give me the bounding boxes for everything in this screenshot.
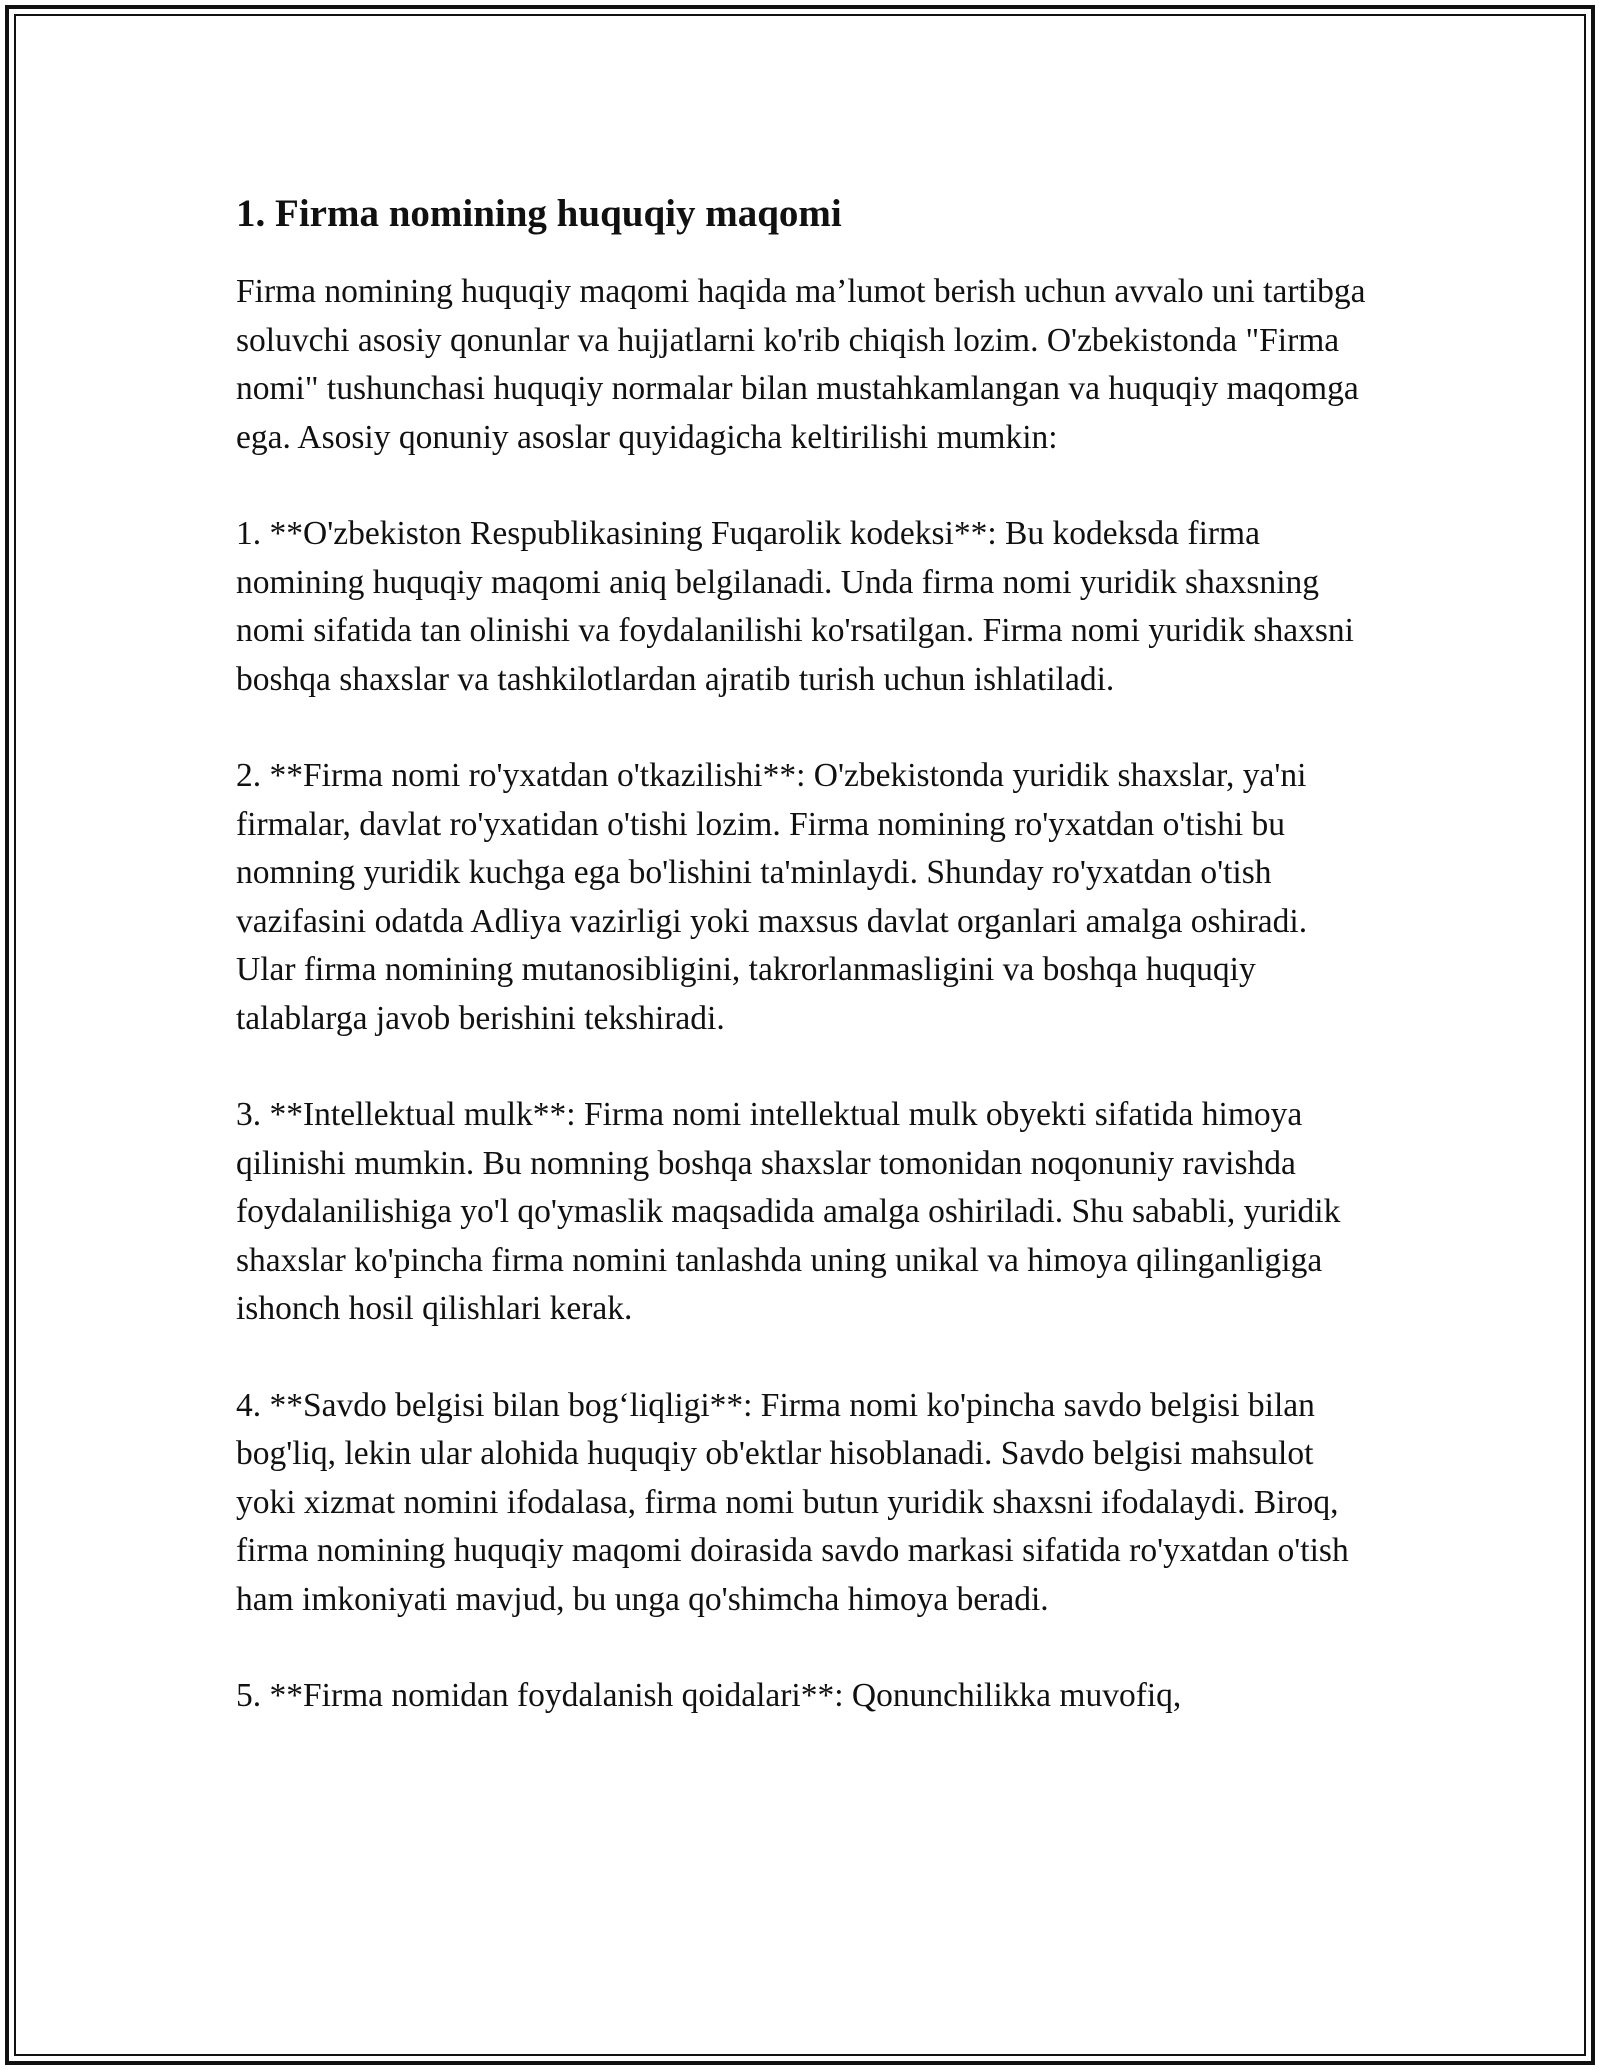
intro-paragraph: Firma nomining huquqiy maqomi haqida ma’lumot berish uchun avvalo uni tartibga soluvchi asosiy qonunlar va hujjatlarni ko'rib chiqish lozim. O'zbekistonda "Firma nomi" tushunchasi huquqiy normalar bilan mustahkamlangan va huquqiy maqomga ega. Asosiy qonuniy asoslar quyidagicha keltirilishi mumkin: [236, 273, 1366, 456]
list-item-registration: 2. **Firma nomi ro'yxatdan o'tkazilishi**: O'zbekistonda yuridik shaxslar, ya'ni firmalar, davlat ro'yxatidan o'tishi lozim. Firma nomining ro'yxatdan o'tishi bu nomning yuridik kuchga ega bo'lishini ta'minlaydi. Shunday ro'yxatdan o'tish vazifasini odatda Adliya vazirligi yoki maxsus davlat organlari amalga oshiradi. Ular firma nomining mutanosibligini, takrorlanmasligini va boshqa huquqiy talablarga javob berishini tekshiradi. [236, 757, 1308, 1037]
list-item-civil-code: 1. **O'zbekiston Respublikasining Fuqarolik kodeksi**: Bu kodeksda firma nomining huquqiy maqomi aniq belgilanadi. Unda firma nomi yuridik shaxsning nomi sifatida tan olinishi va foydalanilishi ko'rsatilgan. Firma nomi yuridik shaxsni boshqa shaxslar va tashkilotlardan ajratib turish uchun ishlatiladi. [236, 515, 1354, 698]
list-item-intellectual-property: 3. **Intellektual mulk**: Firma nomi intellektual mulk obyekti sifatida himoya qilinishi mumkin. Bu nomning boshqa shaxslar tomonidan noqonuniy ravishda foydalanilishiga yo'l qo'ymaslik maqsadida amalga oshiriladi. Shu sababli, yuridik shaxslar ko'pincha firma nomini tanlashda uning unikal va himoya qilinganligiga ishonch hosil qilishlari kerak. [236, 1096, 1341, 1327]
list-item-usage-rules: 5. **Firma nomidan foydalanish qoidalari**: Qonunchilikka muvofiq, [236, 1677, 1182, 1714]
list-item-trademark: 4. **Savdo belgisi bilan bog‘liqligi**: Firma nomi ko'pincha savdo belgisi bilan bog'liq, lekin ular alohida huquqiy ob'ektlar hisoblanadi. Savdo belgisi mahsulot yoki xizmat nomini ifodalasa, firma nomi butun yuridik shaxsni ifodalaydi. Biroq, firma nomining huquqiy maqomi doirasida savdo markasi sifatida ro'yxatdan o'tish ham imkoniyati mavjud, bu unga qo'shimcha himoya beradi. [236, 1386, 1349, 1618]
section-heading: 1. Firma nomining huquqiy maqomi [236, 192, 842, 235]
document-body [236, 186, 1366, 1769]
